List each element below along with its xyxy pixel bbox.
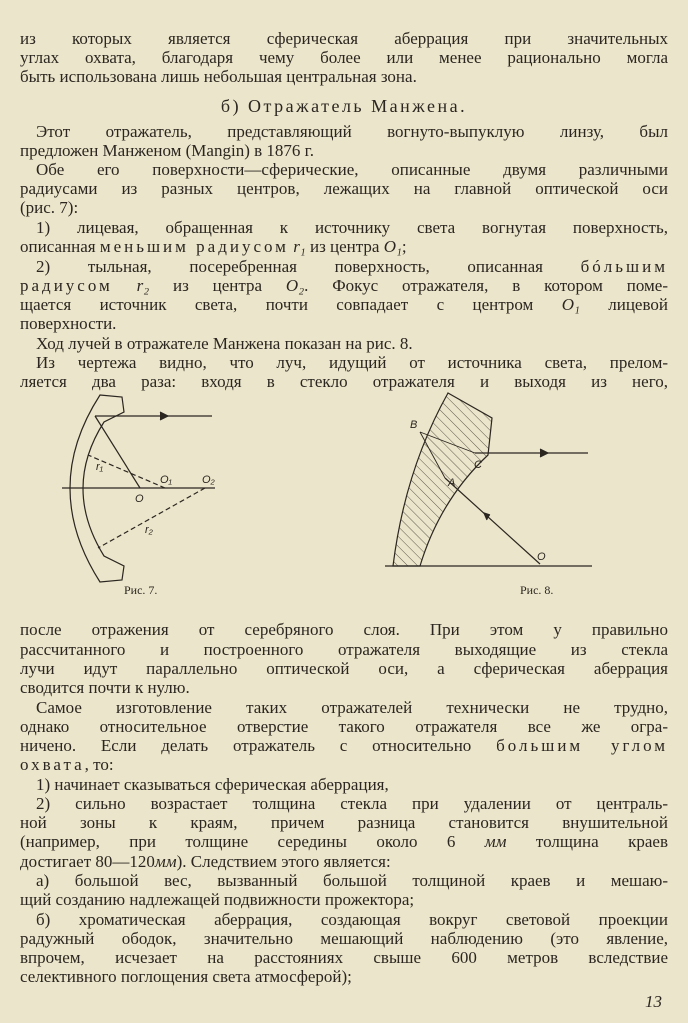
figure-7-mangin-lens-diagram bbox=[62, 395, 216, 582]
text-segment: ляется два раза: входя в стекло отражателя и выходя из него, bbox=[20, 372, 668, 391]
text-segment: , то: bbox=[84, 755, 114, 774]
italic-symbol: мм bbox=[484, 832, 507, 851]
text-segment: достигает 80—120 bbox=[20, 852, 155, 871]
text-segment: Этот отражатель, представляющий вогнуто-выпуклую линзу, был bbox=[36, 122, 668, 141]
text-segment: быть использована лишь небольшая центральная зона. bbox=[20, 67, 417, 86]
text-segment: б) хроматическая аберрация, создающая вокруг световой проекции bbox=[36, 910, 668, 929]
figure-7-caption: Рис. 7. bbox=[124, 583, 158, 597]
spaced-emphasis-text: бóльшим bbox=[580, 257, 668, 276]
text-segment: из центра bbox=[149, 276, 286, 295]
text-segment: (рис. 7): bbox=[20, 198, 79, 217]
italic-symbol: мм bbox=[154, 852, 177, 871]
text-segment: радиусами из разных центров, лежащих на главной оптической оси bbox=[20, 179, 668, 198]
fig7-label-o1: O₁ bbox=[160, 474, 173, 486]
text-segment: однако относительное отверстие такого отражателя все же огра- bbox=[20, 717, 668, 736]
text-segment: углах охвата, благодаря чему более или менее рационально могла bbox=[20, 48, 668, 67]
fig7-label-o: O bbox=[135, 493, 144, 505]
text-segment: Самое изготовление таких отражателей технически не трудно, bbox=[36, 698, 668, 717]
text-segment: . Фокус отражателя, в котором поме- bbox=[304, 276, 668, 295]
figure-8-caption: Рис. 8. bbox=[520, 583, 554, 597]
italic-symbol: O₁ bbox=[383, 237, 402, 256]
fig8-label-b: B bbox=[410, 419, 418, 431]
text-segment: сводится почти к нулю. bbox=[20, 678, 190, 697]
text-segment: 2) тыльная, посеребренная поверхность, описанная bbox=[36, 257, 581, 276]
text-segment: щий созданию надлежащей подвижности прожектора; bbox=[20, 890, 415, 909]
text-segment: Обе его поверхности—сферические, описанные двумя различными bbox=[36, 160, 668, 179]
spaced-emphasis-text: большим углом bbox=[496, 736, 668, 755]
text-segment: из центра bbox=[305, 237, 384, 256]
text-segment: после отражения от серебряного слоя. При этом у правильно bbox=[20, 620, 668, 639]
page-number: 13 bbox=[645, 992, 662, 1011]
text-segment: из которых является сферическая аберрация при значительных bbox=[20, 29, 668, 48]
italic-symbol: O₁ bbox=[561, 295, 580, 314]
spaced-emphasis-text: охвата bbox=[20, 755, 85, 774]
text-segment: 1) лицевая, обращенная к источнику света вогнутая поверхность, bbox=[36, 218, 668, 237]
fig7-label-r2: r₂ bbox=[145, 524, 153, 536]
text-segment: поверхности. bbox=[20, 314, 117, 333]
italic-symbol: r₁ bbox=[293, 237, 306, 256]
italic-symbol: O₂ bbox=[285, 276, 305, 295]
text-segment: щается источник света, почти совпадает с центром bbox=[20, 295, 562, 314]
italic-symbol: r₂ bbox=[136, 276, 150, 295]
section-heading: б) Отражатель Манжена. bbox=[220, 96, 468, 116]
spaced-emphasis-text: радиусом bbox=[20, 276, 113, 295]
fig8-label-a: A bbox=[448, 477, 456, 489]
text-segment: лицевой bbox=[579, 295, 668, 314]
text-segment: рассчитанного и построенного отражателя выходящие из стекла bbox=[20, 640, 668, 659]
figure-8-ray-path-diagram bbox=[385, 393, 592, 566]
text-segment: ной зоны к краям, причем разница становится внушительной bbox=[20, 813, 668, 832]
text-segment: Из чертежа видно, что луч, идущий от источника света, прелом- bbox=[36, 353, 668, 372]
fig8-label-o: O bbox=[537, 551, 546, 563]
text-segment: ). Следствием этого является: bbox=[176, 852, 391, 871]
text-segment: ; bbox=[401, 237, 407, 256]
text-segment: ничено. Если делать отражатель с относительно bbox=[20, 736, 497, 755]
fig7-label-r1: r₁ bbox=[96, 461, 104, 473]
fig8-label-c: C bbox=[474, 459, 482, 471]
text-segment: селективного поглощения света атмосферой); bbox=[20, 967, 352, 986]
text-segment: описанная bbox=[20, 237, 100, 256]
text-segment: лучи идут параллельно оптической оси, а сферическая аберрация bbox=[20, 659, 668, 678]
text-segment: 2) сильно возрастает толщина стекла при удалении от централь- bbox=[36, 794, 668, 813]
text-segment: а) большой вес, вызванный большой толщиной краев и мешаю- bbox=[36, 871, 668, 890]
text-segment: Ход лучей в отражателе Манжена показан на рис. 8. bbox=[36, 334, 413, 353]
text-segment: радужный ободок, значительно мешающий наблюдению (это явление, bbox=[20, 929, 668, 948]
text-segment: 1) начинает сказываться сферическая аберрация, bbox=[36, 775, 389, 794]
text-segment: (например, при толщине середины около 6 bbox=[20, 832, 485, 851]
fig7-label-o2: O₂ bbox=[202, 474, 215, 486]
text-segment: впрочем, исчезает на расстояниях свыше 600 метров вследствие bbox=[20, 948, 668, 967]
text-segment: предложен Манженом (Mangin) в 1876 г. bbox=[20, 141, 314, 160]
spaced-emphasis-text: меньшим радиусом bbox=[99, 237, 289, 256]
text-segment: толщина краев bbox=[506, 832, 668, 851]
